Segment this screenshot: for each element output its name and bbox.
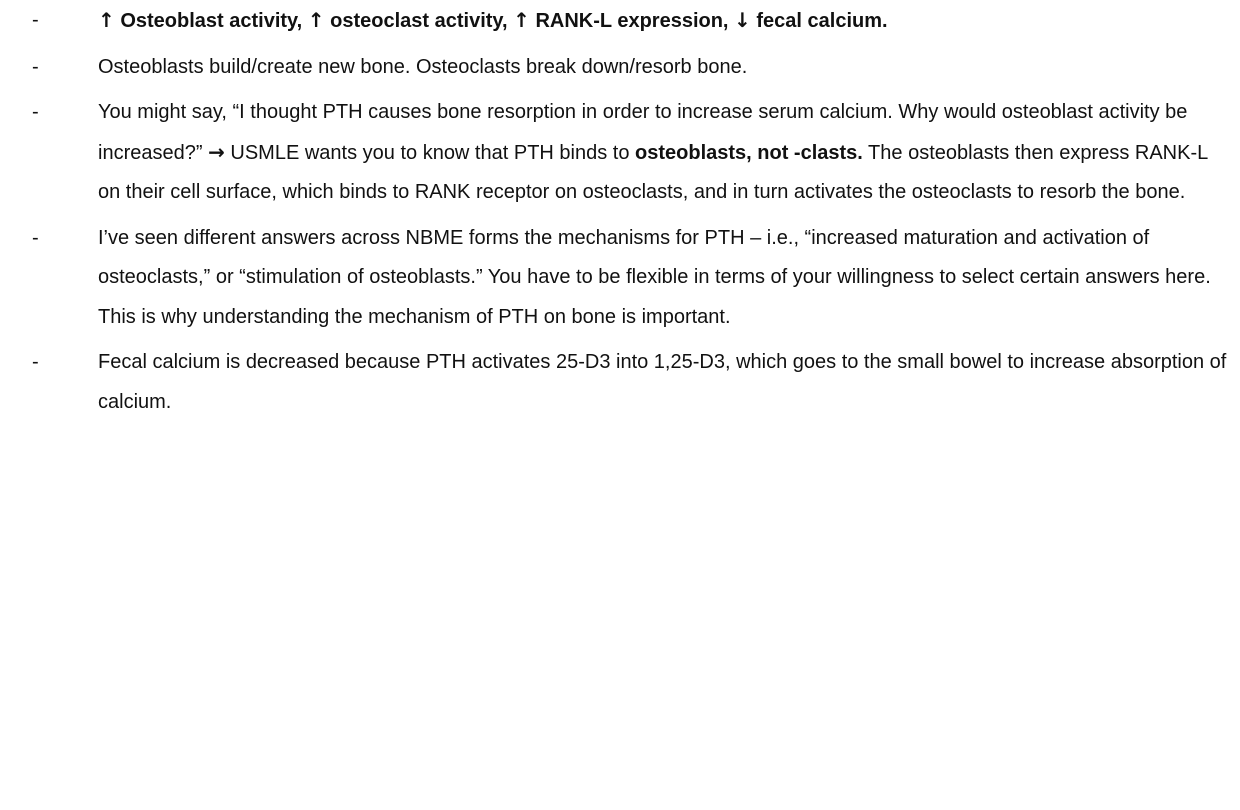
bullet-nbme-answers xyxy=(0,219,1240,338)
down-arrow-icon: ↓ xyxy=(734,8,751,32)
bullet-text-b: USMLE wants you to know that PTH binds to xyxy=(224,141,636,164)
summary-rankl: RANK-L expression, xyxy=(529,10,735,32)
right-arrow-icon: → xyxy=(208,139,225,164)
bullet-dash: - xyxy=(32,55,39,78)
summary-osteoblast: Osteoblast activity, xyxy=(114,10,308,32)
up-arrow-icon: ↑ xyxy=(307,8,325,32)
bullet-bold-emphasis: osteoblasts, not -clasts. xyxy=(635,141,863,164)
summary-fecal-calcium: fecal calcium. xyxy=(750,10,888,32)
up-arrow-icon: ↑ xyxy=(513,8,530,32)
up-arrow-icon: ↑ xyxy=(98,8,115,32)
bullet-dash: - xyxy=(32,101,39,123)
bullet-osteoblast-definition xyxy=(0,48,1240,88)
bullet-dash: - xyxy=(32,9,39,31)
bullet-text-c: The osteoblasts then express RANK-L on their cell surface, which binds to RANK receptor on osteoclasts, and in turn activates the osteoclasts to resorb the bone. xyxy=(98,141,1208,203)
summary-osteoclast: osteoclast activity, xyxy=(324,10,514,32)
summary-line xyxy=(98,10,888,32)
bullet-text-a: You might say, “I thought PTH causes bone resorption in order to increase serum calcium. Why would osteoblast activity be increased?” xyxy=(98,101,1188,164)
bullet-text: Fecal calcium is decreased because PTH activates 25-D3 into 1,25-D3, which goes to the small bowel to increase absorption of calcium. xyxy=(98,351,1227,413)
bullet-text: I’ve seen different answers across NBME forms the mechanisms for PTH – i.e., “increased maturation and activation of osteoclasts,” or “stimulation of osteoblasts.” You have to be flexible in terms of your willingness to select certain answers here. This is why understanding the mechanism of PTH on bone is important. xyxy=(98,226,1211,328)
bullet-pth-mechanism xyxy=(0,93,1240,213)
bullet-text: Osteoblasts build/create new bone. Osteoclasts break down/resorb bone. xyxy=(98,55,748,78)
bullet-summary xyxy=(0,1,1240,42)
bullet-dash: - xyxy=(32,351,39,373)
bullet-dash: - xyxy=(32,226,39,249)
bullet-fecal-calcium xyxy=(0,343,1240,422)
